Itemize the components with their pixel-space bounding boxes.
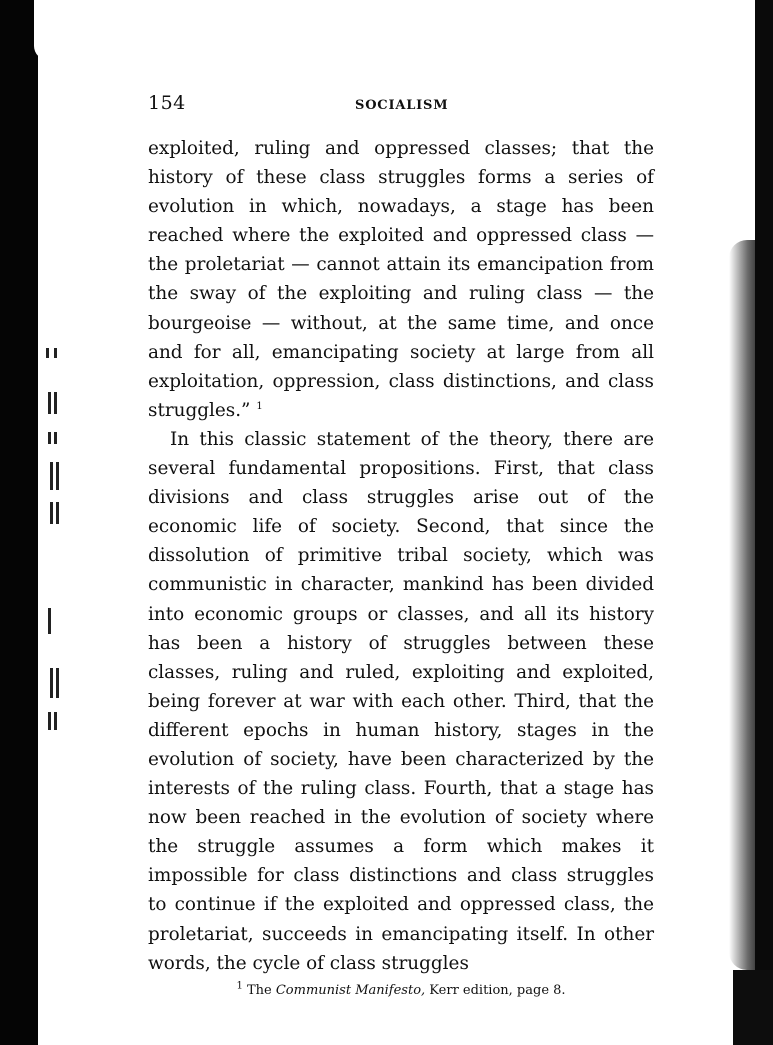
scan-right-edge — [717, 0, 773, 1045]
paragraph-continued — [148, 134, 654, 425]
footnote-prefix: The — [246, 982, 272, 998]
page-number: 154 — [148, 92, 186, 114]
footnote-reference: 1 — [256, 400, 263, 412]
scan-left-notch — [34, 0, 48, 60]
running-head — [148, 90, 654, 124]
footnote-title: Communist Manifesto, — [275, 982, 426, 998]
footnote — [148, 982, 654, 1000]
paragraph-classic-statement: In this classic statement of the theory, there are several fundamental propositions. First, that class divisions and class struggles arise out of the economic life of society. Second, that since the dissolution of primitive tribal society, which was communistic in character, mankind has been divided into economic groups or classes, and all its history has been a history of struggles between these classes, ruling and ruled, exploiting and exploited, being forever at war with each other. Third, that the different epochs in human history, stages in the evolution of society, have been characterized by the interests of the ruling class. Fourth, that a stage has now been reached in the evolution of society where the struggle assumes a form which makes it impossible for class distinctions and class struggles to continue if the exploited and oppressed class, the proletariat, succeeds in emancipating itself. In other words, the cycle of class struggles — [148, 428, 654, 974]
footnote-suffix: Kerr edition, page 8. — [429, 982, 566, 998]
paragraph-1-text: exploited, ruling and oppressed classes; that the history of these class struggles forms a series of evolution in which, nowadays, a stage has been reached where the exploited and oppressed class — the proletariat — cannot attain its emancipation from the sway of the exploiting and ruling class — the bourgeoise — without, at the same time, and once and for all, emancipating society at large from all exploitation, oppression, class distinctions, and class struggles.” — [148, 138, 654, 421]
footnote-marker: 1 — [236, 980, 243, 992]
gutter-bleed-marks — [44, 340, 68, 760]
body-text — [148, 134, 654, 978]
scan-left-edge — [0, 0, 38, 1045]
running-title: SOCIALISM — [355, 98, 449, 113]
book-page — [148, 90, 654, 1000]
